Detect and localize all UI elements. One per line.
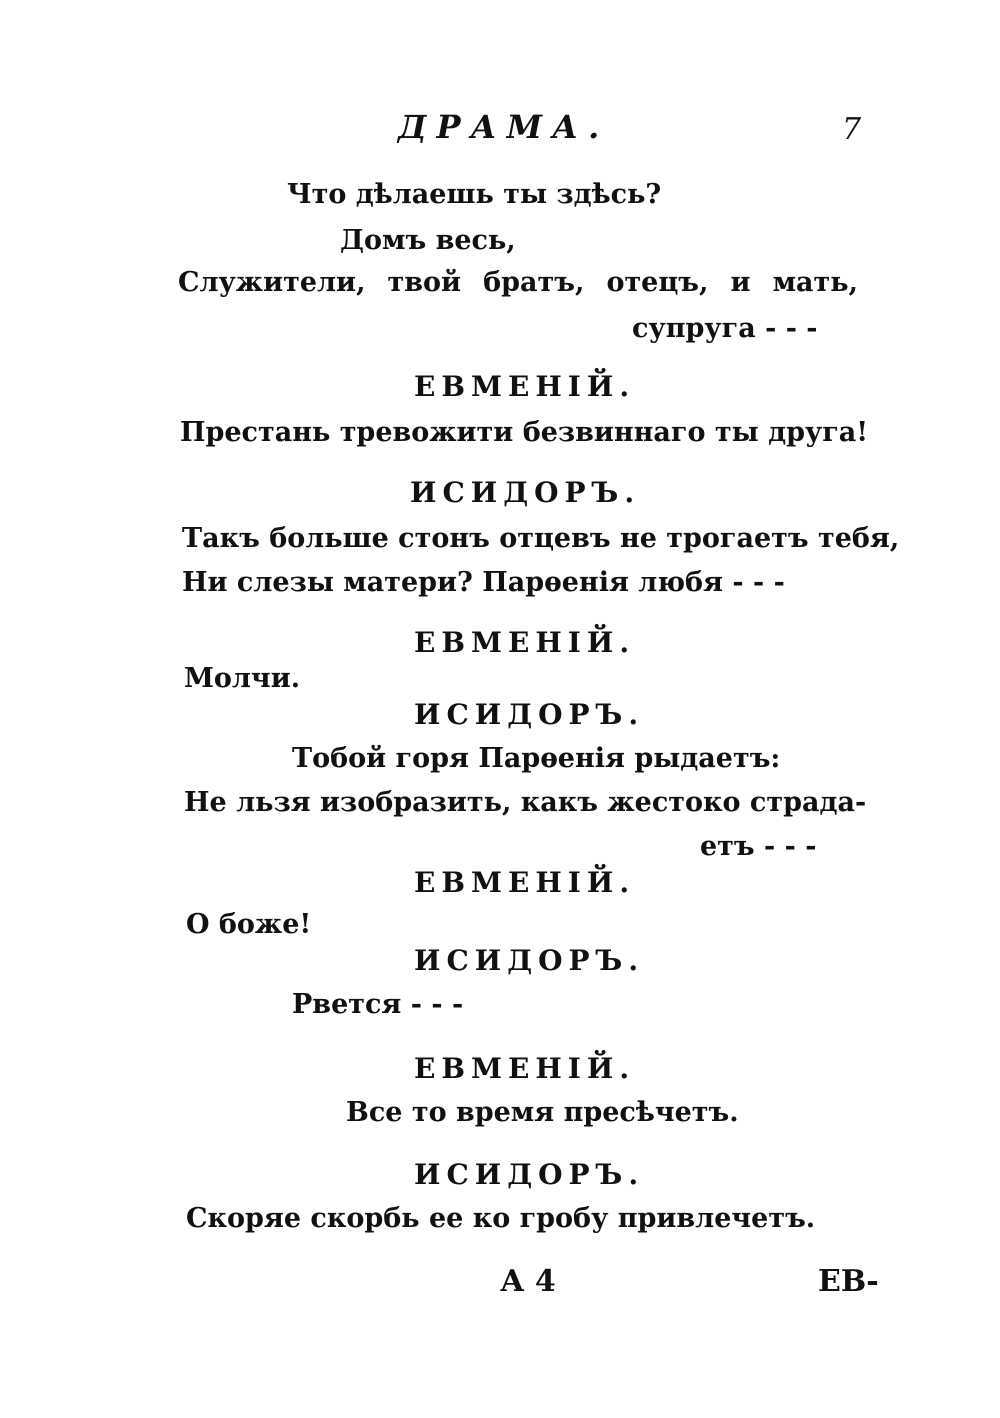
catchword: ЕВ- [818, 1264, 879, 1299]
signature-mark: А 4 [500, 1264, 556, 1299]
verse-line: Скоряе скорбь ее ко гробу привлечетъ. [186, 1203, 816, 1234]
verse-line: Молчи. [184, 663, 301, 694]
speaker-name: ЕВМЕНІЙ. [414, 370, 636, 403]
verse-line: Ни слезы матери? Парѳенія любя - - - [182, 567, 785, 598]
verse-line: Что дѣлаешь ты здѣсь? [287, 179, 662, 210]
verse-line: Престань тревожити безвиннаго ты друга! [180, 417, 869, 448]
verse-line: Домъ весь, [340, 225, 516, 256]
speaker-name: ИСИДОРЪ. [410, 476, 641, 509]
verse-line: етъ - - - [700, 831, 817, 862]
verse-line: супруга - - - [632, 313, 818, 344]
verse-line: Такъ больше стонъ отцевъ не трогаетъ тебя, [182, 523, 900, 554]
verse-line: Служители, твой братъ, отецъ, и мать, [178, 267, 858, 298]
verse-line: Рвется - - - [292, 989, 464, 1020]
speaker-name: ИСИДОРЪ. [414, 1158, 645, 1191]
speaker-name: ЕВМЕНІЙ. [414, 626, 636, 659]
page-number: 7 [842, 112, 862, 147]
speaker-name: ИСИДОРЪ. [414, 944, 645, 977]
speaker-name: ЕВМЕНІЙ. [414, 866, 636, 899]
running-title: ДРАМА. [398, 108, 610, 146]
speaker-name: ИСИДОРЪ. [414, 698, 645, 731]
speaker-name: ЕВМЕНІЙ. [414, 1052, 636, 1085]
verse-line: Тобой горя Парѳенія рыдаетъ: [292, 743, 781, 774]
verse-line: О боже! [186, 909, 312, 940]
verse-line: Не льзя изобразить, какъ жестоко страда- [184, 787, 867, 818]
verse-line: Все то время пресѣчетъ. [346, 1097, 739, 1128]
